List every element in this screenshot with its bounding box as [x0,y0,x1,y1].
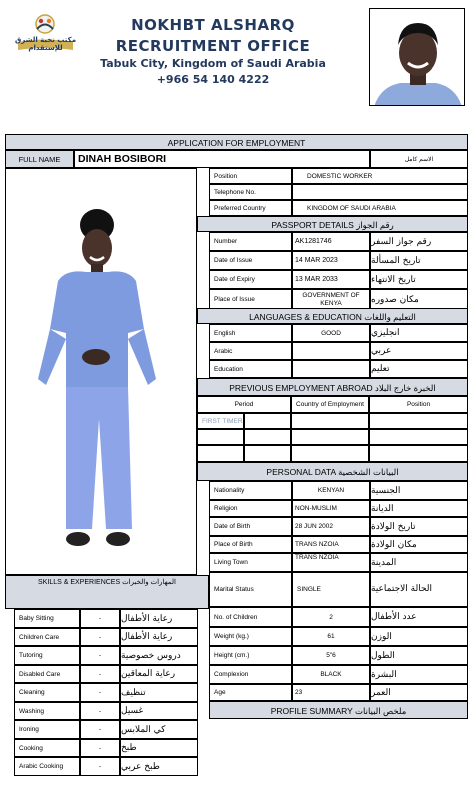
place-of-birth-label: Place of Birth [209,536,292,553]
company-subtitle: RECRUITMENT OFFICE [115,37,311,55]
skill-value: - [80,720,120,739]
applicant-photo-full [5,168,197,575]
children-value: 2 [292,607,370,627]
preferred-country-value: KINGDOM OF SAUDI ARABIA [292,200,468,216]
skill-arabic: رعاية المعاقين [120,665,198,683]
full-name-label: FULL NAME [5,150,74,168]
place-of-issue-arabic: مكان صدوره [370,289,468,310]
place-of-issue-value: GOVERNMENT OF KENYA [292,289,370,310]
country-header: Country of Employment [291,396,369,413]
dob-arabic: تاريخ الولادة [370,517,468,536]
position-label: Position [209,168,292,184]
prev-empty-cell [244,429,291,445]
skill-label: Baby Sitting [14,609,80,628]
nationality-arabic: الجنسية [370,481,468,500]
arabic-label: Arabic [209,342,292,360]
prev-empty-cell [244,445,291,462]
passport-number-label: Number [209,232,292,251]
weight-value: 61 [292,627,370,646]
age-value: 23 [292,684,370,701]
height-label: Height (cm.) [209,646,292,665]
personal-data-band: PERSONAL DATA البيانات الشخصية [197,462,468,481]
skill-value: - [80,702,120,720]
languages-band: LANGUAGES & EDUCATION التعليم واللغات [197,308,468,324]
skill-value: - [80,739,120,757]
skill-arabic: دروس خصوصية [120,646,198,665]
applicant-photo-small [369,8,465,106]
expiry-date-arabic: تاريخ الانتهاء [370,270,468,289]
place-of-birth-arabic: مكان الولادة [370,536,468,553]
nationality-value: KENYAN [292,481,370,500]
skill-arabic: كي الملابس [120,720,198,739]
living-town-arabic: المدينة [370,553,468,572]
marital-status-label: Marital Status [209,572,292,607]
religion-label: Religion [209,500,292,517]
skill-label: Disabled Care [14,665,80,683]
marital-status-arabic: الحالة الاجتماعية [370,572,468,607]
marital-status-value: SINGLE [292,572,370,607]
skill-value: - [80,665,120,683]
issue-date-arabic: تاريخ المسألة [370,251,468,270]
prev-empty-cell [369,429,468,445]
telephone-label: Telephone No. [209,184,292,200]
religion-value: NON-MUSLIM [292,500,370,517]
prev-empty-cell [369,445,468,462]
issue-date-value: 14 MAR 2023 [292,251,370,270]
height-value: 5"6 [292,646,370,665]
prev-empty-cell [369,413,468,429]
preferred-country-label: Preferred Country [209,200,292,216]
first-timer-cell: FIRST TIMER [197,413,244,429]
issue-date-label: Date of Issue [209,251,292,270]
skills-band: SKILLS & EXPERIENCES المهارات والخبرات [5,575,209,609]
arabic-value [292,342,370,360]
period-header: Period [197,396,291,413]
skill-arabic: رعاية الأطفال [120,628,198,646]
skill-value: - [80,683,120,702]
living-town-label: Living Town [209,553,292,572]
complexion-arabic: البشرة [370,665,468,684]
place-of-issue-label: Place of Issue [209,289,292,310]
prev-empty-cell [197,429,244,445]
company-city: Tabuk City, Kingdom of Saudi Arabia [100,57,326,70]
dob-label: Date of Birth [209,517,292,536]
skill-value: - [80,757,120,776]
arabic-arabic: عربي [370,342,468,360]
place-of-birth-value: TRANS NZOIA [292,536,370,553]
expiry-date-label: Date of Expiry [209,270,292,289]
skill-label: Cooking [14,739,80,757]
position-value: DOMESTIC WORKER [292,168,468,184]
skill-label: Cleaning [14,683,80,702]
prev-empty-cell [291,413,369,429]
previous-employment-band: PREVIOUS EMPLOYMENT ABROAD الخبرة خارج البلاد [197,378,468,396]
logo-arabic-text: مكتب نخبة الشرق للإستقدام [14,36,77,52]
skill-value: - [80,628,120,646]
skill-arabic: طبخ عربي [120,757,198,776]
complexion-label: Complexion [209,665,292,684]
skill-arabic: طبخ [120,739,198,757]
skill-arabic: تنظيف [120,683,198,702]
full-name-arabic: الاسم كامل [370,150,468,168]
company-phone: +966 54 140 4222 [156,73,270,86]
height-arabic: الطول [370,646,468,665]
religion-arabic: الديانة [370,500,468,517]
skill-label: Washing [14,702,80,720]
education-label: Education [209,360,292,378]
prev-empty-cell [244,413,291,429]
english-label: English [209,324,292,342]
prev-empty-cell [197,445,244,462]
living-town-value: TRANS NZOIA [292,553,370,572]
telephone-value [292,184,468,200]
english-value: GOOD [292,324,370,342]
skill-label: Ironing [14,720,80,739]
english-arabic: انجليزي [370,324,468,342]
position-header: Position [369,396,468,413]
full-name-value: DINAH BOSIBORI [74,150,370,168]
weight-label: Weight (kg.) [209,627,292,646]
skill-value: - [80,609,120,628]
expiry-date-value: 13 MAR 2033 [292,270,370,289]
children-arabic: عدد الأطفال [370,607,468,627]
education-arabic: تعليم [370,360,468,378]
education-value [292,360,370,378]
skill-label: Children Care [14,628,80,646]
skill-label: Tutoring [14,646,80,665]
skill-arabic: غسيل [120,702,198,720]
company-logo [8,12,83,57]
prev-empty-cell [291,429,369,445]
complexion-value: BLACK [292,665,370,684]
prev-empty-cell [291,445,369,462]
company-name: NOKHBT ALSHARQ [131,16,295,34]
passport-number-value: AK1281746 [292,232,370,251]
skill-value: - [80,646,120,665]
profile-summary-band: PROFILE SUMMARY ملخص البيانات [209,701,468,719]
age-label: Age [209,684,292,701]
passport-details-band: PASSPORT DETAILS رقم الجواز [197,216,468,232]
dob-value: 28 JUN 2002 [292,517,370,536]
skill-label: Arabic Cooking [14,757,80,776]
children-label: No. of Children [209,607,292,627]
age-arabic: العمر [370,684,468,701]
weight-arabic: الوزن [370,627,468,646]
passport-number-arabic: رقم جواز السفر [370,232,468,251]
nationality-label: Nationality [209,481,292,500]
application-title-band: APPLICATION FOR EMPLOYMENT [5,134,468,150]
skill-arabic: رعاية الأطفال [120,609,198,628]
